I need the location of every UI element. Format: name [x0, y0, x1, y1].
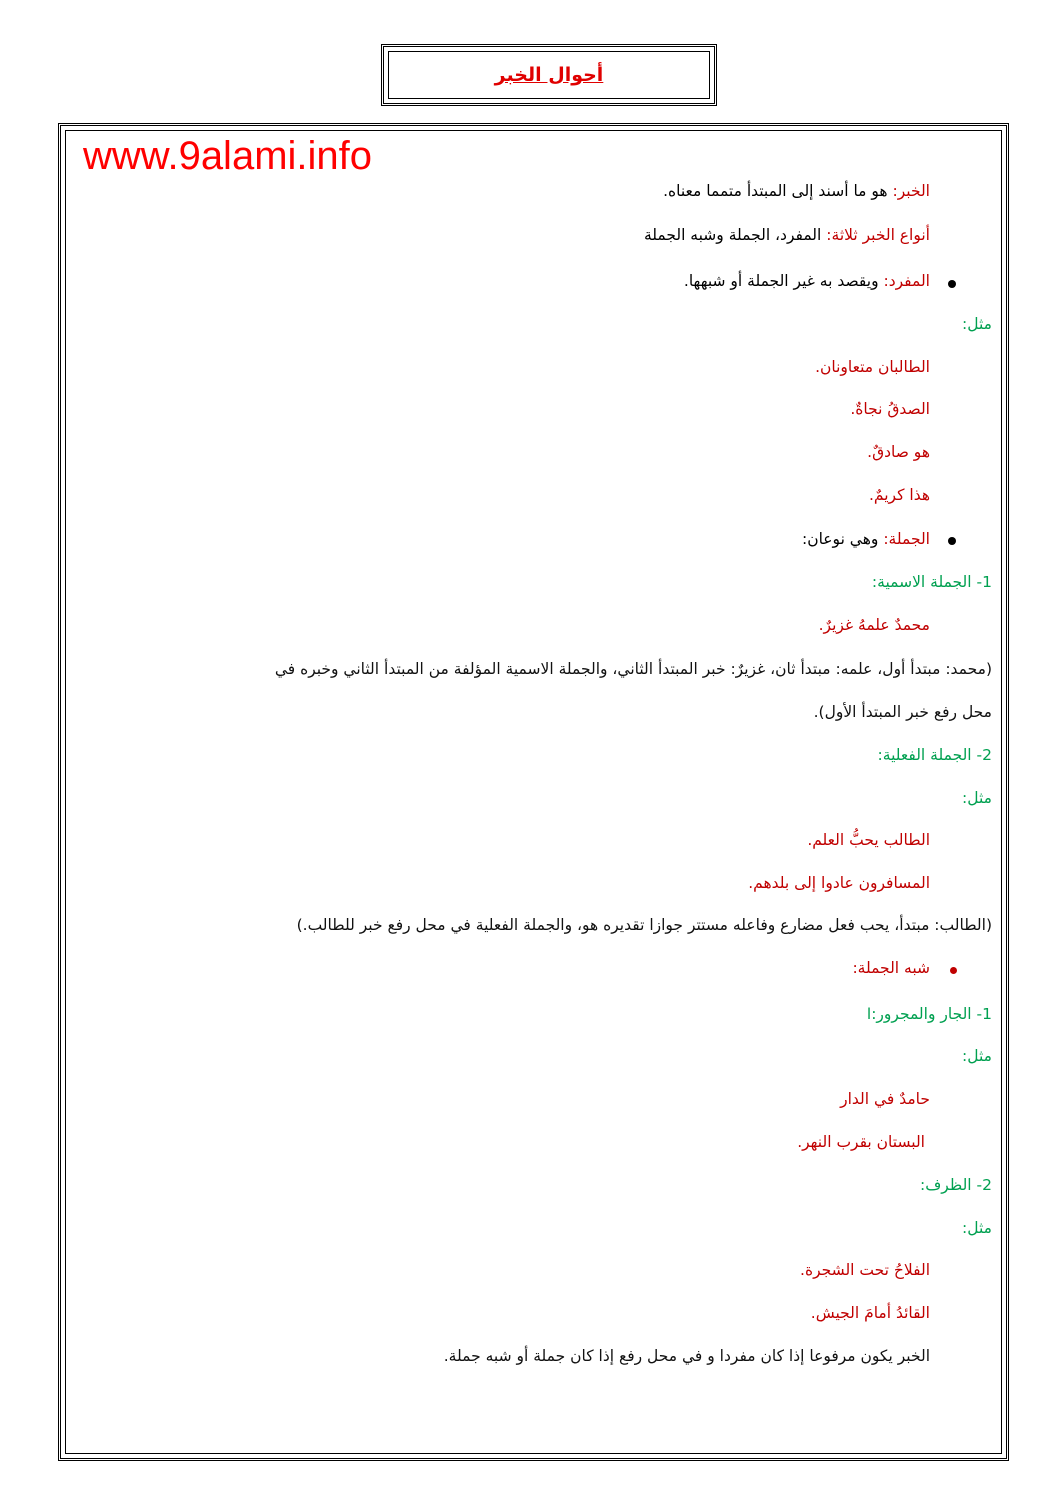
sentence-line — [802, 528, 930, 550]
example-line: هذا كريمٌ. — [868, 486, 930, 504]
bullet-icon — [950, 967, 957, 974]
explanation-line: (محمد: مبتدأ أول، علمه: مبتدأ ثان، غزيرٌ: خبر المبتدأ الثاني، والجملة الاسمية المؤلفة من المبتدأ الثاني وخبره في — [274, 660, 992, 678]
example-line: البستان بقرب النهر. — [797, 1133, 925, 1151]
sentence-text: وهي نوعان: — [801, 530, 884, 548]
title-box — [381, 44, 717, 106]
bullet-icon — [948, 537, 956, 545]
explanation-line: محل رفع خبر المبتدأ الأول). — [813, 703, 992, 721]
subheading: 1- الجملة الاسمية: — [871, 573, 992, 591]
bullet-icon — [948, 280, 956, 288]
sentence-term: الجملة: — [883, 530, 930, 548]
definition-term: الخبر: — [892, 182, 930, 200]
example-line: الفلاحُ تحت الشجرة. — [800, 1261, 930, 1279]
example-line: القائدُ أمامَ الجيش. — [810, 1304, 930, 1322]
singular-text: ويقصد به غير الجملة أو شبهها. — [683, 272, 884, 290]
page-title: أحوال الخبر — [494, 64, 604, 86]
types-line — [644, 224, 930, 246]
example-label: مثل: — [962, 1219, 992, 1237]
types-text: المفرد، الجملة وشبه الجملة — [643, 226, 827, 244]
example-line: المسافرون عادوا إلى بلدهم. — [748, 874, 930, 892]
example-label: مثل: — [962, 1047, 992, 1065]
example-line: الطالبان متعاونان. — [815, 358, 930, 376]
subheading: 2- الجملة الفعلية: — [877, 746, 992, 764]
subheading: 2- الظرف: — [920, 1176, 992, 1194]
example-line: حامدٌ في الدار — [840, 1090, 930, 1108]
types-term: أنواع الخبر ثلاثة: — [826, 226, 930, 244]
example-line: هو صادقٌ. — [867, 443, 930, 461]
semi-sentence-term: شبه الجملة: — [852, 959, 930, 977]
explanation-line: (الطالب: مبتدأ، يحب فعل مضارع وفاعله مستتر جوازا تقديره هو، والجملة الفعلية في محل رفع خبر للطالب.) — [296, 916, 992, 934]
singular-term: المفرد: — [883, 272, 930, 290]
summary-line: الخبر يكون مرفوعا إذا كان مفردا و في محل رفع إذا كان جملة أو شبه جملة. — [443, 1347, 930, 1365]
definition-line — [663, 180, 930, 202]
definition-text: هو ما أسند إلى المبتدأ متمما معناه. — [663, 182, 893, 200]
example-label: مثل: — [962, 315, 992, 333]
example-line: محمدٌ علمهُ غزيرٌ. — [818, 616, 930, 634]
example-line: الطالب يحبُّ العلم. — [807, 831, 930, 849]
example-label: مثل: — [962, 789, 992, 807]
singular-line — [684, 270, 930, 292]
watermark-link[interactable]: www.9alami.info — [83, 134, 373, 178]
example-line: الصدقُ نجاةٌ. — [850, 400, 930, 418]
subheading: 1- الجار والمجرور:l — [866, 1005, 992, 1023]
